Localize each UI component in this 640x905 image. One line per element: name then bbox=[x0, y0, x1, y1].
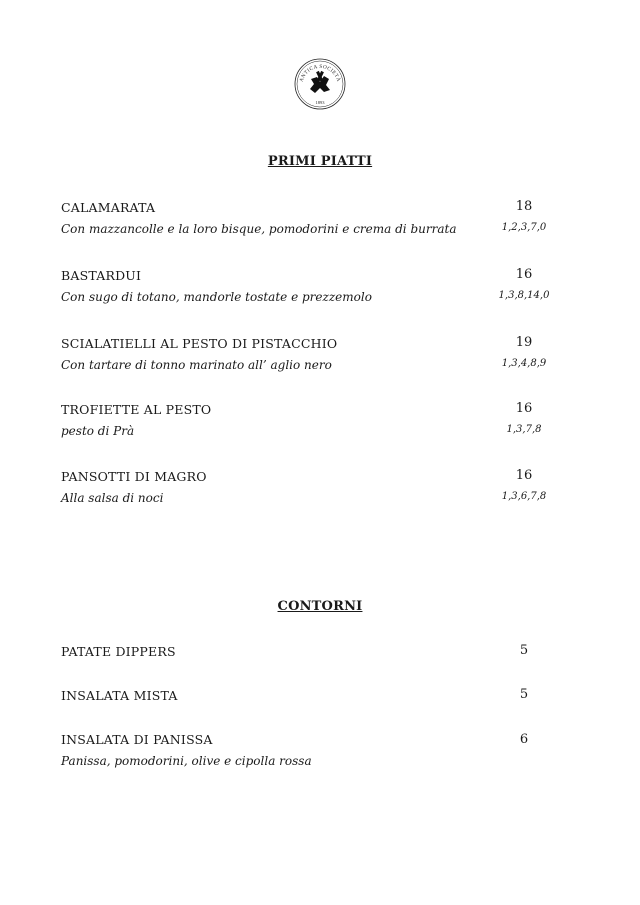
dish-price: 5 bbox=[519, 687, 529, 702]
dish-price: 18 bbox=[515, 199, 533, 214]
seal-year: 1893 bbox=[315, 100, 325, 105]
dish-name: BASTARDUI bbox=[61, 268, 142, 283]
dish-allergens: 1,3,4,8,9 bbox=[501, 358, 547, 369]
dish-price: 16 bbox=[515, 468, 533, 483]
dish-name: INSALATA DI PANISSA bbox=[61, 732, 213, 747]
dish-description: Con mazzancolle e la loro bisque, pomodorini e crema di burrata bbox=[61, 222, 457, 236]
dish-price: 16 bbox=[515, 267, 533, 282]
dish-allergens: 1,3,8,14,0 bbox=[498, 290, 550, 301]
dish-description: Con sugo di totano, mandorle tostate e prezzemolo bbox=[61, 290, 372, 304]
section-title-contorni: CONTORNI bbox=[277, 599, 363, 614]
dish-description: pesto di Prà bbox=[61, 424, 135, 438]
dish-name: CALAMARATA bbox=[61, 200, 156, 215]
dish-description: Alla salsa di noci bbox=[61, 491, 164, 505]
antica-societa-seal-icon bbox=[293, 57, 347, 111]
dish-price: 19 bbox=[515, 335, 533, 350]
dish-price: 16 bbox=[515, 401, 533, 416]
dish-allergens: 1,3,7,8 bbox=[506, 424, 542, 435]
dish-description: Panissa, pomodorini, olive e cipolla rossa bbox=[61, 754, 312, 768]
dish-name: PANSOTTI DI MAGRO bbox=[61, 469, 207, 484]
dish-price: 6 bbox=[519, 732, 529, 747]
dish-price: 5 bbox=[519, 643, 529, 658]
dish-allergens: 1,3,6,7,8 bbox=[501, 491, 547, 502]
dish-name: SCIALATIELLI AL PESTO DI PISTACCHIO bbox=[61, 336, 338, 351]
dish-description: Con tartare di tonno marinato all’ aglio nero bbox=[61, 358, 332, 372]
dish-name: INSALATA MISTA bbox=[61, 688, 178, 703]
dish-name: TROFIETTE AL PESTO bbox=[61, 402, 212, 417]
dish-allergens: 1,2,3,7,0 bbox=[501, 222, 547, 233]
dish-name: PATATE DIPPERS bbox=[61, 644, 176, 659]
section-title-primi: PRIMI PIATTI bbox=[267, 154, 373, 169]
seal-text: ANTICA SOCIETÀ bbox=[298, 63, 342, 83]
